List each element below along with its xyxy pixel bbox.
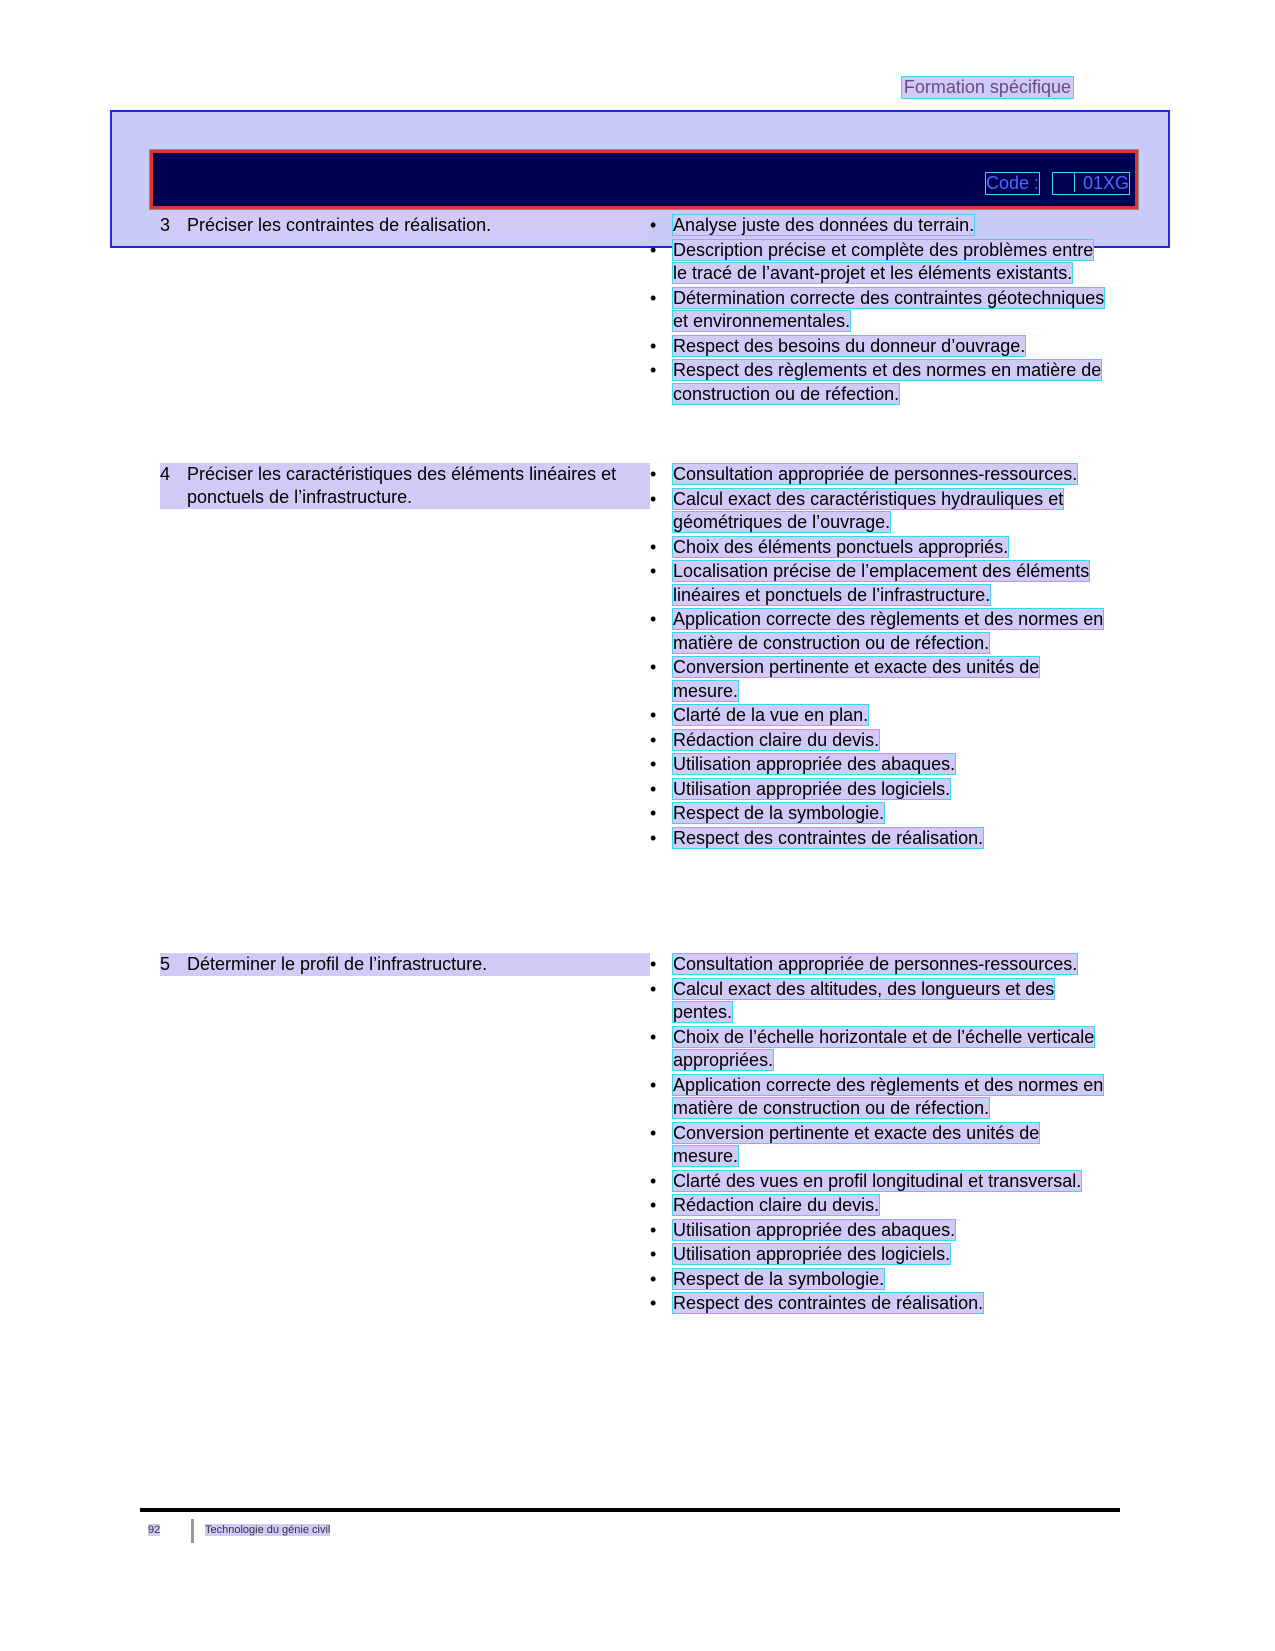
code-value: 01XG (1052, 172, 1130, 195)
code-label: Code : (985, 173, 1039, 193)
criterion-item: • Utilisation appropriée des abaques. (650, 1219, 1110, 1243)
footer-separator (191, 1519, 194, 1543)
criterion-item: • Consultation appropriée de personnes-ressources. (650, 463, 1110, 487)
step-4 (160, 463, 650, 509)
step-number: 3 (160, 215, 171, 235)
criteria-list (650, 214, 1110, 407)
footer-rule (140, 1508, 1120, 1512)
criterion-item: • Description précise et complète des problèmes entre le tracé de l’avant-projet et les éléments existants. (650, 239, 1110, 286)
criterion-item: • Respect de la symbologie. (650, 1268, 1110, 1292)
criterion-item: • Conversion pertinente et exacte des unités de mesure. (650, 656, 1110, 703)
criterion-item: • Clarté de la vue en plan. (650, 704, 1110, 728)
criterion-item: • Clarté des vues en profil longitudinal et transversal. (650, 1170, 1110, 1194)
criterion-item: • Calcul exact des caractéristiques hydrauliques et géométriques de l’ouvrage. (650, 488, 1110, 535)
page-header-label: Formation spécifique (901, 76, 1074, 99)
criteria-list (650, 463, 1110, 851)
footer-title: Technologie du génie civil (205, 1524, 331, 1536)
step-text: Préciser les contraintes de réalisation. (187, 215, 492, 235)
criterion-item: • Respect des contraintes de réalisation. (650, 1292, 1110, 1316)
criterion-item: • Application correcte des règlements et des normes en matière de construction ou de réfection. (650, 1074, 1110, 1121)
criterion-item: • Calcul exact des altitudes, des longueurs et des pentes. (650, 978, 1110, 1025)
criterion-item: • Rédaction claire du devis. (650, 729, 1110, 753)
criterion-item: • Utilisation appropriée des logiciels. (650, 1243, 1110, 1267)
criterion-item: • Respect des contraintes de réalisation. (650, 827, 1110, 851)
criterion-item: • Analyse juste des données du terrain. (650, 214, 1110, 238)
criterion-item: • Respect des règlements et des normes en matière de construction ou de réfection. (650, 359, 1110, 406)
criterion-item: • Respect de la symbologie. (650, 802, 1110, 826)
step-text: Déterminer le profil de l’infrastructure. (187, 954, 488, 974)
step-text: Préciser les caractéristiques des éléments linéaires et ponctuels de l’infrastructure. (187, 464, 617, 507)
criterion-item: • Rédaction claire du devis. (650, 1194, 1110, 1218)
criterion-item: • Détermination correcte des contraintes géotechniques et environnementales. (650, 287, 1110, 334)
criterion-item: • Application correcte des règlements et des normes en matière de construction ou de réfection. (650, 608, 1110, 655)
step-number: 4 (160, 464, 171, 484)
step-3 (160, 214, 650, 237)
footer-page-number: 92 (148, 1524, 161, 1536)
step-5 (160, 953, 650, 976)
criteria-list (650, 953, 1110, 1317)
criterion-item: • Choix de l’échelle horizontale et de l’échelle verticale appropriées. (650, 1026, 1110, 1073)
criterion-item: • Utilisation appropriée des logiciels. (650, 778, 1110, 802)
criterion-item: • Consultation appropriée de personnes-ressources. (650, 953, 1110, 977)
criterion-item: • Localisation précise de l’emplacement des éléments linéaires et ponctuels de l’infrastructure. (650, 560, 1110, 607)
criterion-item: • Choix des éléments ponctuels appropriés. (650, 536, 1110, 560)
criterion-item: • Conversion pertinente et exacte des unités de mesure. (650, 1122, 1110, 1169)
step-number: 5 (160, 954, 171, 974)
criterion-item: • Utilisation appropriée des abaques. (650, 753, 1110, 777)
criterion-item: • Respect des besoins du donneur d’ouvrage. (650, 335, 1110, 359)
code-bar (150, 150, 1138, 209)
